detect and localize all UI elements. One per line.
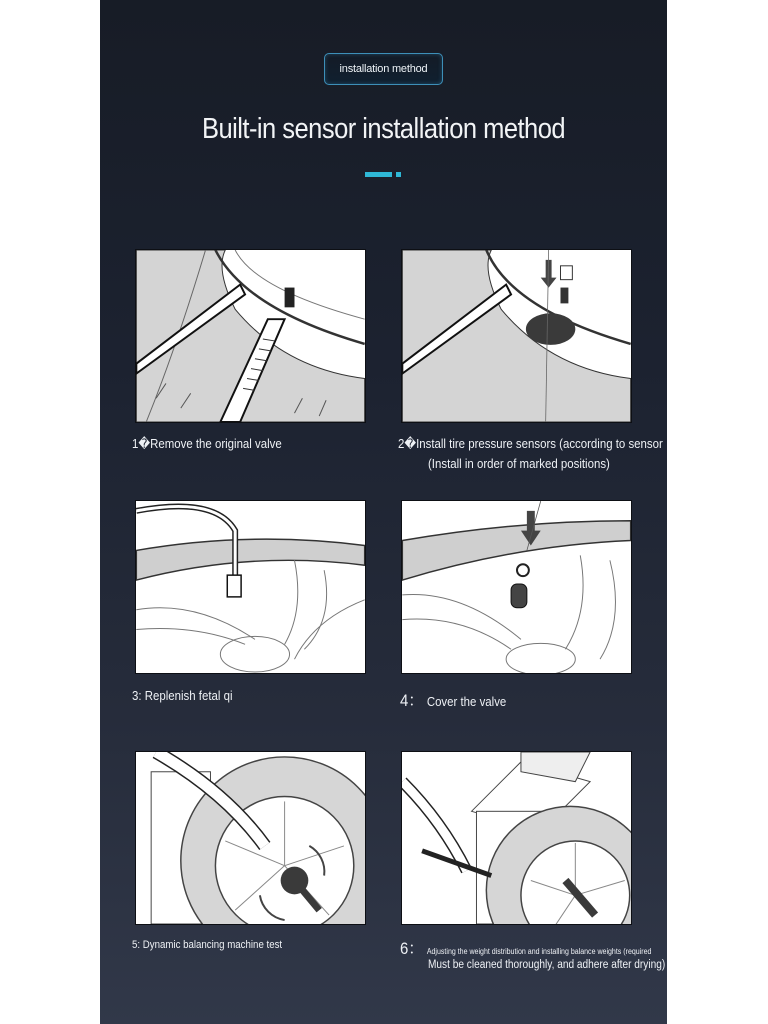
step-2-caption-line2: (Install in order of marked positions) — [428, 456, 610, 471]
air-hose-icon — [136, 501, 365, 673]
tire-lever-valve-icon — [136, 250, 365, 422]
balance-weights-illustration — [401, 751, 632, 925]
remove-valve-illustration — [135, 249, 366, 423]
step-6-caption-line2: Must be cleaned thoroughly, and adhere after drying) — [428, 959, 666, 971]
cover-valve-illustration — [401, 500, 632, 674]
step-1-caption: 1�Remove the original valve — [132, 436, 282, 451]
step-4-text: Cover the valve — [426, 694, 507, 709]
step-6-caption — [400, 934, 651, 959]
step-2-caption: 2�Install tire pressure sensors (according to sensor — [398, 436, 663, 451]
step-6-text: Adjusting the weight distribution and installing balance weights (required — [426, 947, 652, 956]
section-badge-label: installation method — [339, 63, 428, 75]
step-3-caption: 3: Replenish fetal qi — [132, 688, 233, 703]
step-6-number: 6： — [400, 939, 424, 958]
title-accent-bar — [365, 172, 392, 177]
balance-weight-tool-icon — [402, 752, 631, 924]
step-5-caption: 5: Dynamic balancing machine test — [132, 939, 283, 951]
step-4-number: 4： — [400, 691, 424, 710]
balancing-machine-illustration — [135, 751, 366, 925]
section-badge — [324, 53, 443, 85]
page-title: Built-in sensor installation method — [201, 113, 566, 145]
inflate-tire-illustration — [135, 500, 366, 674]
sensor-install-icon — [402, 250, 631, 422]
step-4-caption — [400, 686, 506, 711]
wheel-balancer-icon — [136, 752, 365, 924]
install-sensor-illustration — [401, 249, 632, 423]
title-accent-dot — [396, 172, 401, 177]
valve-cap-icon — [402, 501, 631, 673]
